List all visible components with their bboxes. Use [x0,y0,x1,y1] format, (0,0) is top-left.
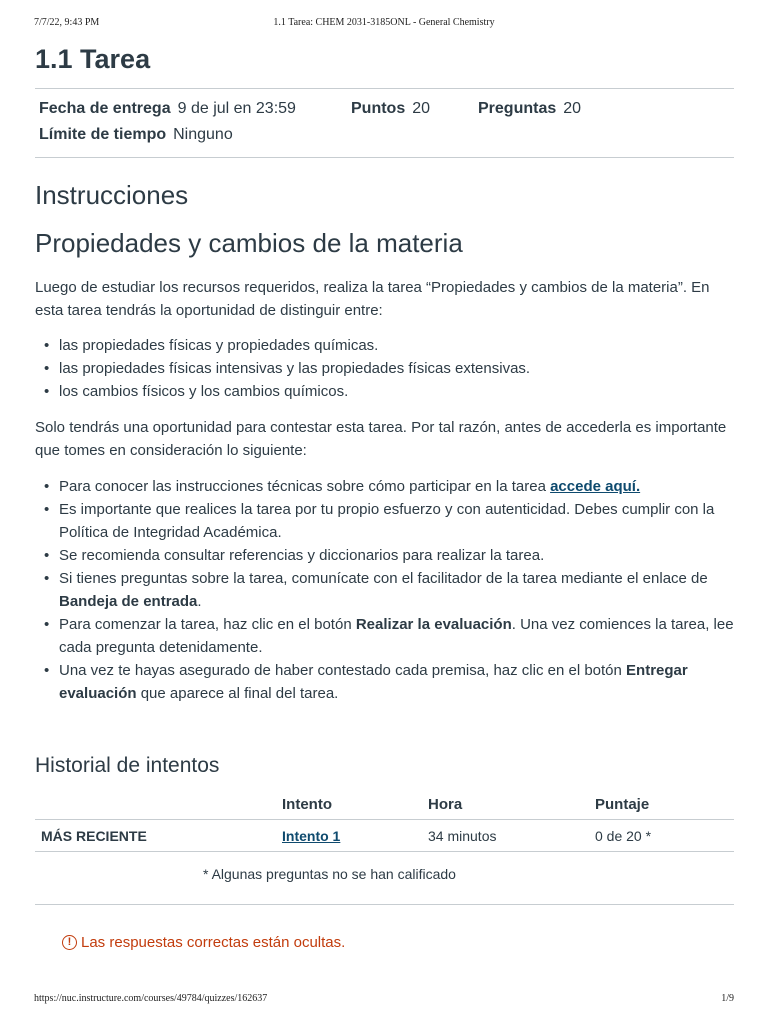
hidden-answers-notice [62,934,345,951]
divider-bottom [35,904,734,905]
column-header-score: Puntaje [595,796,650,813]
time-limit-label: Límite de tiempo [39,126,167,143]
questions-value: 20 [563,100,582,117]
points-value: 20 [412,100,431,117]
instructions-heading: Instrucciones [35,180,189,210]
list-item: • Una vez te hayas asegurado de haber contestado cada premisa, haz clic en el botón Entregar evaluación que aparece al final del tarea. [44,662,688,702]
attempt-score: 0 de 20 * [595,828,652,844]
list-item: • Si tienes preguntas sobre la tarea, comunícate con el facilitador de la tarea mediante el enlace de Bandeja de entrada. [44,570,708,610]
exclamation-circle-icon: ! [62,935,77,950]
inbox-label: Bandeja de entrada [59,593,198,610]
due-date [39,100,296,118]
take-quiz-label: Realizar la evaluación [355,616,512,633]
due-date-label: Fecha de entrega [39,100,171,117]
list-item: • Se recomienda consultar referencias y diccionarios para realizar la tarea. [44,547,545,564]
table-row-divider [35,851,734,852]
assignment-subheading: Propiedades y cambios de la materia [35,228,463,258]
due-date-value: 9 de jul en 23:59 [177,100,296,117]
attempt-history-heading: Historial de intentos [35,754,220,777]
access-here-link[interactable]: accede aquí. [550,478,641,495]
column-header-time: Hora [428,796,463,813]
divider-meta [35,157,734,158]
points-label: Puntos [351,100,406,117]
table-header-divider [35,819,734,820]
print-date: 7/7/22, 9:43 PM [34,17,100,28]
print-footer [34,993,734,1007]
list-item: • Es importante que realices la tarea por tu propio esfuerzo y con autenticidad. Debes cumplir con la Política de Integridad Académica. [44,501,715,541]
attempt-time: 34 minutos [428,828,497,844]
one-chance-paragraph: Solo tendrás una oportunidad para contestar esta tarea. Por tal razón, antes de accederla es importante que tomes en consideración lo siguiente: [35,419,727,459]
submit-quiz-label: Entregar evaluación [59,662,688,702]
list-item: • las propiedades físicas intensivas y las propiedades físicas extensivas. [44,360,531,377]
attempt-link[interactable]: Intento 1 [282,828,341,844]
column-header-attempt: Intento [282,796,332,813]
divider-top [35,88,734,89]
row-label: MÁS RECIENTE [41,828,147,844]
list-item: • las propiedades físicas y propiedades químicas. [44,337,379,354]
print-doc-title: 1.1 Tarea: CHEM 2031-3185ONL - General Chemistry [273,17,495,28]
page-number: 1/9 [721,993,734,1004]
questions [478,100,581,118]
ungraded-footnote: * Algunas preguntas no se han calificado [203,866,456,882]
time-limit-value: Ninguno [173,126,233,143]
list-item: • Para comenzar la tarea, haz clic en el botón Realizar la evaluación. Una vez comiences la tarea, lee cada pregunta detenidamente. [44,616,734,656]
print-header [34,17,734,31]
intro-paragraph: Luego de estudiar los recursos requeridos, realiza la tarea “Propiedades y cambios de la materia”. En esta tarea tendrás la oportunidad de distinguir entre: [35,279,710,319]
considerations-list [35,475,735,705]
distinguish-list [35,334,735,403]
list-item: • los cambios físicos y los cambios químicos. [44,383,349,400]
points [351,100,430,118]
list-item: • Para conocer las instrucciones técnicas sobre cómo participar en la tarea accede aquí. [44,478,641,495]
page-title: 1.1 Tarea [35,44,151,74]
time-limit [39,126,233,144]
hidden-answers-text: Las respuestas correctas están ocultas. [81,934,346,951]
questions-label: Preguntas [478,100,557,117]
print-url: https://nuc.instructure.com/courses/49784/quizzes/162637 [34,993,268,1004]
